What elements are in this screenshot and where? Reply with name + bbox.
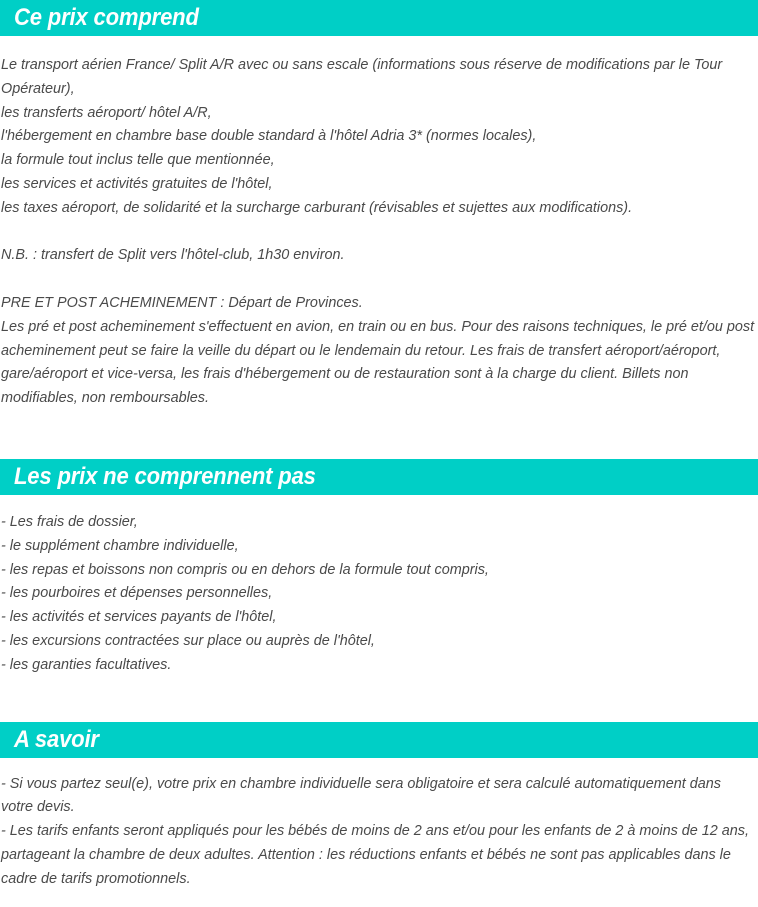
includes-line-1: Le transport aérien France/ Split A/R avec ou sans escale (informations sous réserve de modifications par le Tour Opérateur), — [1, 57, 723, 97]
section-title-includes: Ce prix comprend — [14, 4, 199, 31]
includes-line-4: la formule tout inclus telle que mentionnée, — [1, 152, 275, 169]
section-header-notice — [0, 722, 758, 758]
excludes-line-4: - les pourboires et dépenses personnelles, — [1, 585, 273, 602]
excludes-line-6: - les excursions contractées sur place ou auprès de l'hôtel, — [1, 632, 375, 649]
includes-line-5: les services et activités gratuites de l'hôtel, — [1, 175, 273, 192]
section-gap-2 — [0, 678, 758, 722]
excludes-line-2: - le supplément chambre individuelle, — [1, 537, 239, 554]
notice-line-2: - Les tarifs enfants seront appliqués pour les bébés de moins de 2 ans et/ou pour les enfants de 2 à moins de 12 ans, partageant la chambre de deux adultes. Attention : les réductions enfants et bébés ne sont pas applicables dans le cadre de tarifs promotionnels. — [1, 823, 749, 887]
section-header-excludes — [0, 459, 758, 495]
includes-line-2: les transferts aéroport/ hôtel A/R, — [1, 104, 212, 121]
includes-line-6: les taxes aéroport, de solidarité et la surcharge carburant (révisables et sujettes aux modifications). — [1, 199, 633, 216]
section-body-notice — [0, 758, 758, 892]
section-title-notice: A savoir — [14, 725, 99, 753]
includes-note: N.B. : transfert de Split vers l'hôtel-club, 1h30 environ. — [1, 247, 345, 264]
notice-line-1: - Si vous partez seul(e), votre prix en chambre individuelle sera obligatoire et sera calculé automatiquement dans votre devis. — [1, 775, 721, 816]
section-gap-1 — [0, 411, 758, 459]
includes-routing-detail: Les pré et post acheminement s'effectuent en avion, en train ou en bus. Pour des raisons techniques, le pré et/ou post acheminement peut se faire la veille du départ ou le lendemain du retour. Les frais de transfert aéroport/aéroport, gare/aéroport et vice-versa, les frais d'hébergement ou de restauration sont à la charge du client. Billets non modifiables, non remboursables. — [1, 318, 755, 407]
excludes-line-7: - les garanties facultatives. — [1, 656, 172, 673]
excludes-line-3: - les repas et boissons non compris ou en dehors de la formule tout compris, — [1, 561, 489, 578]
section-body-excludes — [0, 495, 758, 678]
excludes-line-5: - les activités et services payants de l'hôtel, — [1, 609, 277, 626]
section-title-excludes: Les prix ne comprennent pas — [14, 462, 316, 490]
section-body-includes — [0, 36, 758, 411]
includes-routing-heading: PRE ET POST ACHEMINEMENT : Départ de Provinces. — [1, 294, 363, 311]
includes-line-3: l'hébergement en chambre base double standard à l'hôtel Adria 3* (normes locales), — [1, 128, 537, 145]
excludes-line-1: - Les frais de dossier, — [1, 513, 138, 530]
section-header-includes — [0, 0, 758, 36]
